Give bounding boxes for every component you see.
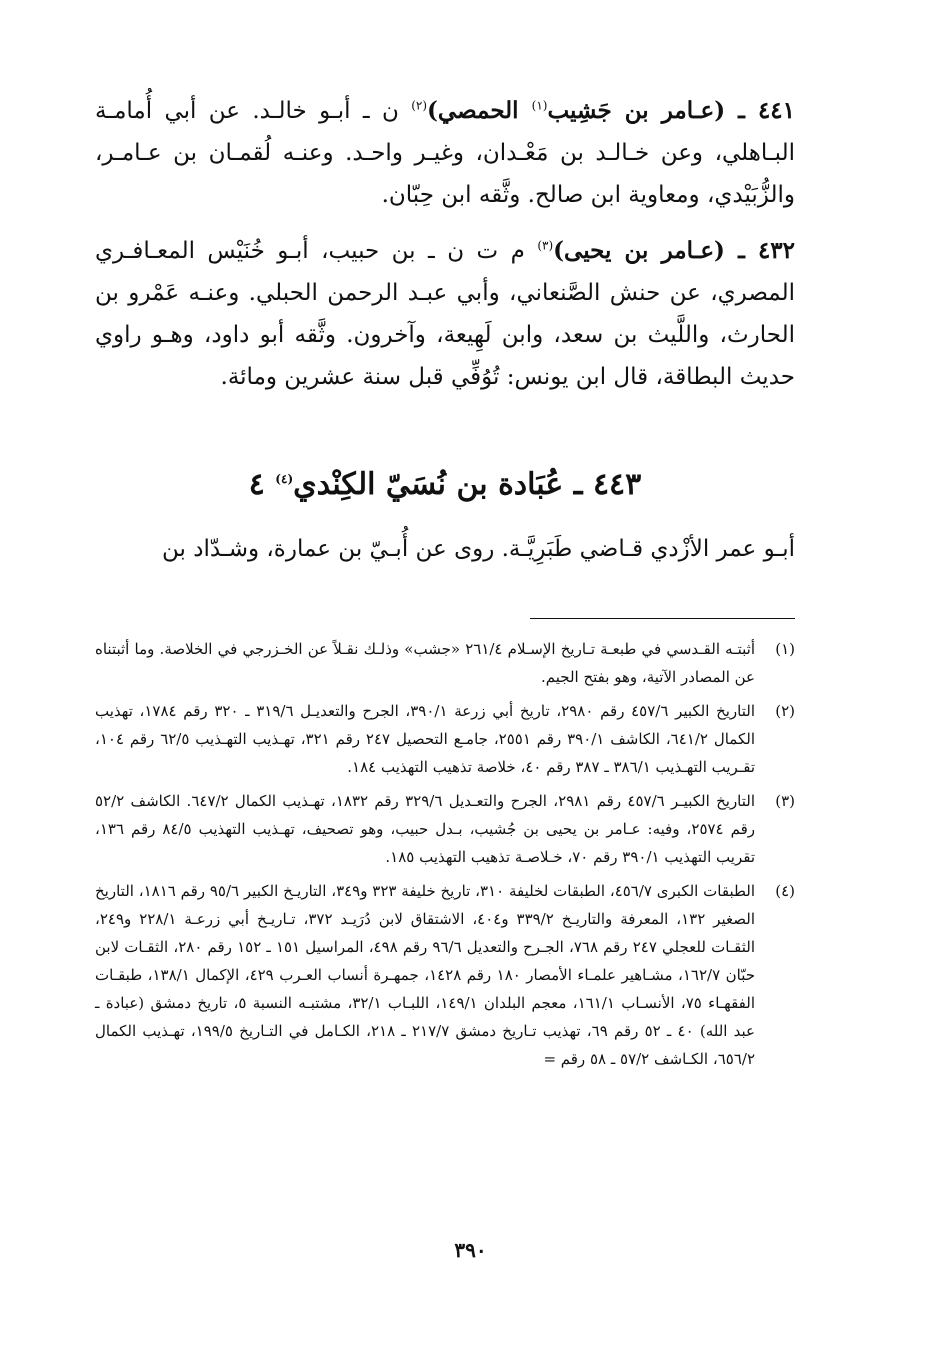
footnote-number: (٢) (775, 702, 795, 720)
section-title-text: ٤٤٣ ـ عُبَادة بن نُسَيّ الكِنْدي (293, 467, 642, 502)
footnote-1 (95, 635, 795, 691)
entry-441 (95, 90, 795, 216)
footnote-ref: (١) (531, 98, 548, 113)
entry-432 (95, 230, 795, 398)
entry-head: ٤٣٢ ـ (عـامر بن يحيى) (553, 237, 796, 264)
entry-head: ٤٤١ ـ (عـامر بن جَشِيب (547, 97, 795, 124)
page-number: ٣٩٠ (454, 1238, 487, 1262)
footnote-2 (95, 697, 795, 781)
footnote-text: التاريخ الكبيـر ٤٥٧/٦ رقم ٢٩٨١، الجرح والتعـديل ٣٢٩/٦ رقم ١٨٣٢، تهـذيب الكمال ٦٤٧/٢. الكاشف ٥٢/٢ رقم ٢٥٧٤، وفيه: عـامر بن يحيى بن جُشيب، بـدل حبيب، وهو تصحيف، تهـذيب التهذيب ٨٤/٥ رقم ١٣٦، تقريب التهذيب ٣٩٠/١ رقم ٧٠، خـلاصـة تذهيب التهذيب ١٨٥. (95, 792, 756, 866)
entry-head-suffix: الحمصي) (427, 97, 532, 124)
page-body (95, 90, 795, 1079)
section-text: أبـو عمر الأزْدي قـاضي طَبَرِيَّـة. روى عن أُبـيّ بن عمارة، وشـدّاد بن (162, 536, 795, 562)
footnote-number: (١) (775, 640, 795, 658)
footnote-text: التاريخ الكبير ٤٥٧/٦ رقم ٢٩٨٠، تاريخ أبي زرعة ٣٩٠/١، الجرح والتعديـل ٣١٩/٦ ـ ٣٢٠ رقم ١٧٨٤، تهذيب الكمال ٦٤١/٢، الكاشف ٣٩٠/١ رقم ٢٥٥١، جامـع التحصيل ٢٤٧ رقم ٣٢١، تهـذيب التهـذيب ٦٢/٥ رقم ١٠٤، تقـريب التهـذيب ٣٨٦/١ ـ ٣٨٧ رقم ٤٠، خلاصة تذهيب التهذيب ١٨٤. (95, 702, 756, 776)
section-title (95, 460, 795, 510)
footnote-divider (530, 618, 795, 619)
footnote-ref: (٢) (411, 98, 428, 113)
footnote-number: (٣) (775, 792, 795, 810)
entry-body: م ت ن ـ بن حبيب، أبـو خُنَيْس المعـافـري المصري، عن حنش الصَّنعاني، وأبي عبـد الرحمن الحبلي. وعنـه عَمْرو بن الحارث، واللَّيث بن سعد، وابن لَهِيعة، وآخرون. وثَّقه أبو داود، وهـو راوي حديث البطاقة، قال ابن يونس: تُوُفِّي قبل سنة عشرين ومائة. (95, 238, 795, 390)
footnote-3 (95, 787, 795, 871)
section-title-suffix: ٤ (248, 467, 276, 502)
footnote-text: الطبقات الكبرى ٤٥٦/٧، الطبقات لخليفة ٣١٠، تاريخ خليفة ٣٢٣ و٣٤٩، التاريـخ الكبير ٩٥/٦ رقم ١٨١٦، التاريخ الصغير ١٣٢، المعرفة والتاريـخ ٣٣٩/٢ و٤٠٤، الاشتقاق لابن دُرَيـد ٣٧٢، تـاريـخ أبي زرعـة ٢٢٨/١ و٢٤٩، الثقـات للعجلي ٢٤٧ رقم ٧٦٨، الجـرح والتعديل ٩٦/٦ رقم ٤٩٨، المراسيل ١٥١ ـ ١٥٢ رقم ٢٨٠، الثقـات لابن حبّان ١٦٢/٧، مشـاهير علمـاء الأمصار ١٨٠ رقم ١٤٢٨، جمهـرة أنساب العـرب ٤٢٩، الإكمال ١٣٨/١، طبقـات الفقهـاء ٧٥، الأنسـاب ١٦١/١، معجم البلدان ١٤٩/١، اللبـاب ٣٢/١، مشتبـه النسبة ٥، تاريخ دمشق (عبادة ـ عبد الله) ٤٠ ـ ٥٢ رقم ٦٩، تهذيب تـاريخ دمشق ٢١٧/٧ ـ ٢١٨، الكـامل في التـاريخ ١٩٩/٥، تهـذيب الكمال ٦٥٦/٢، الكـاشف ٥٧/٢ ـ ٥٨ رقم = (95, 882, 756, 1068)
footnotes (95, 635, 795, 1073)
footnote-text: أثبتـه القـدسي في طبعـة تـاريخ الإسـلام ٢٦١/٤ «جشب» وذلـك نقـلاً عن الخـزرجي في الخلاصة. وما أثبتناه عن المصادر الآتية، وهو بفتح الجيم. (95, 640, 755, 686)
footnote-number: (٤) (775, 882, 795, 900)
footnote-ref: (٤) (275, 472, 294, 486)
footnote-ref: (٣) (537, 238, 554, 253)
footnote-4 (95, 877, 795, 1073)
entry-body: ن ـ أبـو خالـد. عن أبي أُمامـة البـاهلي، وعن خـالـد بن مَعْـدان، وغيـر واحـد. وعنـه لُقمـان بن عـامـر، والزُّبَيْدي، ومعاوية ابن صالح. وثَّقه ابن حِبّان. (95, 98, 795, 208)
